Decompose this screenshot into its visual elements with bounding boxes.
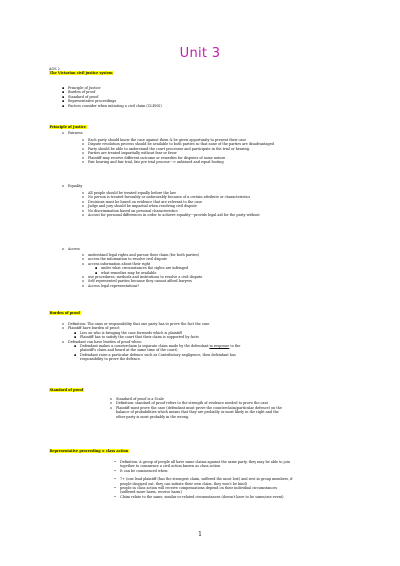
bullet-icon: ▪ bbox=[62, 103, 65, 108]
list-item-cont: together to commence a civil action known as class action bbox=[120, 464, 221, 469]
list-item-cont: balance of probabilities which means that they are probably or most likely in the right and the bbox=[116, 410, 279, 415]
bullet-icon: ▪ bbox=[74, 352, 77, 357]
list-item: o Dispute resolution process should be available to both parties so that none of the parties are disadvantaged bbox=[82, 142, 274, 147]
list-item: o Party should be able to understand the court processes and participate in the trial or hearing. bbox=[82, 146, 250, 151]
burden-block bbox=[62, 322, 240, 362]
list-item: o No person is treated favorably or unfavorably because of a certain attribute or characteristics bbox=[82, 195, 251, 200]
list-item: o Parties are treated impartially without fear or favor bbox=[82, 151, 177, 156]
list-item: o Fair hearing and fair trial, fair pre trial process---> unbiased and equal footing bbox=[82, 160, 224, 165]
bullet-icon: • bbox=[114, 486, 116, 491]
list-item: o Definition: The onus or responsibility that one party has to prove the fact the case bbox=[62, 322, 210, 326]
bullet-icon: ▪ bbox=[62, 94, 65, 99]
bullet-icon: ▪ bbox=[62, 90, 65, 95]
list-item: o access information about their right bbox=[82, 261, 151, 266]
list-item: o understand legal rights and pursue their claim (for both parties) bbox=[82, 253, 200, 257]
list-item-cont: plaintiff's claim and heard at the same time of the court) bbox=[80, 348, 178, 353]
list-item: • Claim relate to the same, similar or related circumstances (doesn't have to be same/one event) bbox=[114, 494, 284, 499]
list-item-cont: other party is most probably in the wrong. bbox=[116, 414, 190, 419]
list-item: ▪ Burden of proof bbox=[62, 90, 96, 95]
bullet-icon: ▪ bbox=[74, 330, 77, 335]
bullet-icon: ▪ bbox=[62, 99, 65, 104]
fairness-label: o Fairness bbox=[62, 131, 83, 135]
list-item: o Definition: standard of proof refers to the strength of evidence needed to prove the case bbox=[110, 401, 269, 406]
list-item: o access the information to resolve civil dispute bbox=[82, 257, 168, 262]
equality-list bbox=[82, 191, 260, 217]
standard-block bbox=[110, 397, 282, 419]
list-item: o Access legal representations? bbox=[82, 283, 140, 288]
representative-block bbox=[114, 460, 293, 499]
list-item: o Each party should know the case against them & be given opportunity to present their case bbox=[82, 138, 247, 142]
list-item: o Judge and jury should be impartial when resolving civil dispute bbox=[82, 204, 197, 209]
bullet-icon: ▪ bbox=[95, 266, 98, 271]
list-item: ▪ Defendant makes a counterclaim (a separate claim made by the defendant in response to the bbox=[74, 344, 241, 349]
bullet-icon: • bbox=[114, 468, 116, 473]
page-title: Unit 3 bbox=[179, 46, 221, 61]
list-item: o No discrimination based on personal characteristics bbox=[82, 208, 178, 213]
access-list bbox=[82, 253, 202, 288]
bullet-icon: ▪ bbox=[95, 270, 98, 275]
list-item: • Definition: A group of people all have same claims against the same party, they may be able to join bbox=[114, 460, 290, 464]
list-item: o Plaintiff must prove the case (defendant must prove the counterclaim/particular defence) on the bbox=[110, 405, 282, 410]
list-item-cont: people dropped out, they can initiate their own claim, they won't be bind) bbox=[120, 481, 247, 486]
section-heading-representative: Representative proceeding = class action bbox=[49, 449, 129, 453]
list-item-cont: (suffered more harm, receive harm) bbox=[120, 490, 182, 495]
list-item: • It can be commenced when: bbox=[114, 468, 169, 473]
list-item: o Accout for personal differences in order to achieve equality---provide legal aid for the party without bbox=[82, 213, 260, 218]
section-heading-burden: Burden of proof bbox=[49, 311, 80, 315]
list-item: ▪ what remedies may be available bbox=[95, 270, 157, 275]
list-item-cont: responsibility to prove the defence. bbox=[80, 357, 141, 362]
aos-heading: The Victorian civil justice system bbox=[49, 71, 113, 76]
bullet-icon: ▪ bbox=[74, 335, 77, 340]
list-item: • people in class action will receive compensations depend on their individual circumstances bbox=[114, 486, 278, 491]
equality-label: o Equality bbox=[62, 184, 83, 188]
list-item: ▪ Factors consider when initiating a civil claim (CLENS) bbox=[62, 103, 162, 108]
bullet-icon: ▪ bbox=[74, 344, 77, 349]
aos-list bbox=[62, 86, 162, 108]
bullet-icon: • bbox=[114, 494, 116, 499]
list-item: ▪ Defendant raise a particular defence such as Contributory negligence, then defendant has bbox=[74, 352, 236, 357]
list-item: ▪ Lies on who is bringing the case forwards which is plaintiff bbox=[74, 330, 182, 335]
list-item: ▪ under what circumstances the rights are infringed bbox=[95, 266, 189, 271]
list-item: o Decisions must be based on evidence that are relevant to the case bbox=[82, 199, 203, 204]
aos-block bbox=[49, 67, 113, 76]
bullet-icon: ▪ bbox=[62, 86, 65, 90]
list-item: ▪ Principle of Justice bbox=[62, 86, 101, 90]
bullet-icon: • bbox=[114, 460, 116, 464]
section-heading-principle: Principle of Justice bbox=[49, 125, 86, 129]
list-item: o Standard of proof is a Scale bbox=[110, 397, 164, 401]
list-item: o All people should be treated equally before the law bbox=[82, 191, 176, 195]
fairness-list bbox=[82, 138, 274, 164]
list-item: ▪ Standard of proof bbox=[62, 94, 99, 99]
list-item: • 7+ (one lead plaintiff (has the strongest claim, suffered the most lost) and rest in group members, if bbox=[114, 477, 293, 482]
list-item: o Plaintiff have burden of proof: bbox=[62, 326, 120, 331]
list-item: o Defendant can have burden of proof when: bbox=[62, 339, 142, 344]
list-item: o use procedures, methods and institutions to resolve a civil dispute bbox=[82, 275, 203, 280]
list-item: ▪ Representative proceedings bbox=[62, 99, 117, 104]
list-item: ▪ Plaintiff has to satisfy the court that their claim is supported by facts bbox=[74, 335, 199, 340]
page-number: 1 bbox=[198, 531, 202, 538]
section-heading-standard: Standard of proof bbox=[49, 388, 84, 392]
access-label: o Access bbox=[62, 247, 80, 251]
list-item: o Plaintiff may receive different outcome or remedies for disputes of same nature bbox=[82, 155, 226, 160]
list-item: o Self represented parties because they cannot afford lawyers bbox=[82, 279, 192, 284]
aos-label: AOS 2 bbox=[49, 67, 60, 71]
bullet-icon: • bbox=[114, 477, 116, 482]
